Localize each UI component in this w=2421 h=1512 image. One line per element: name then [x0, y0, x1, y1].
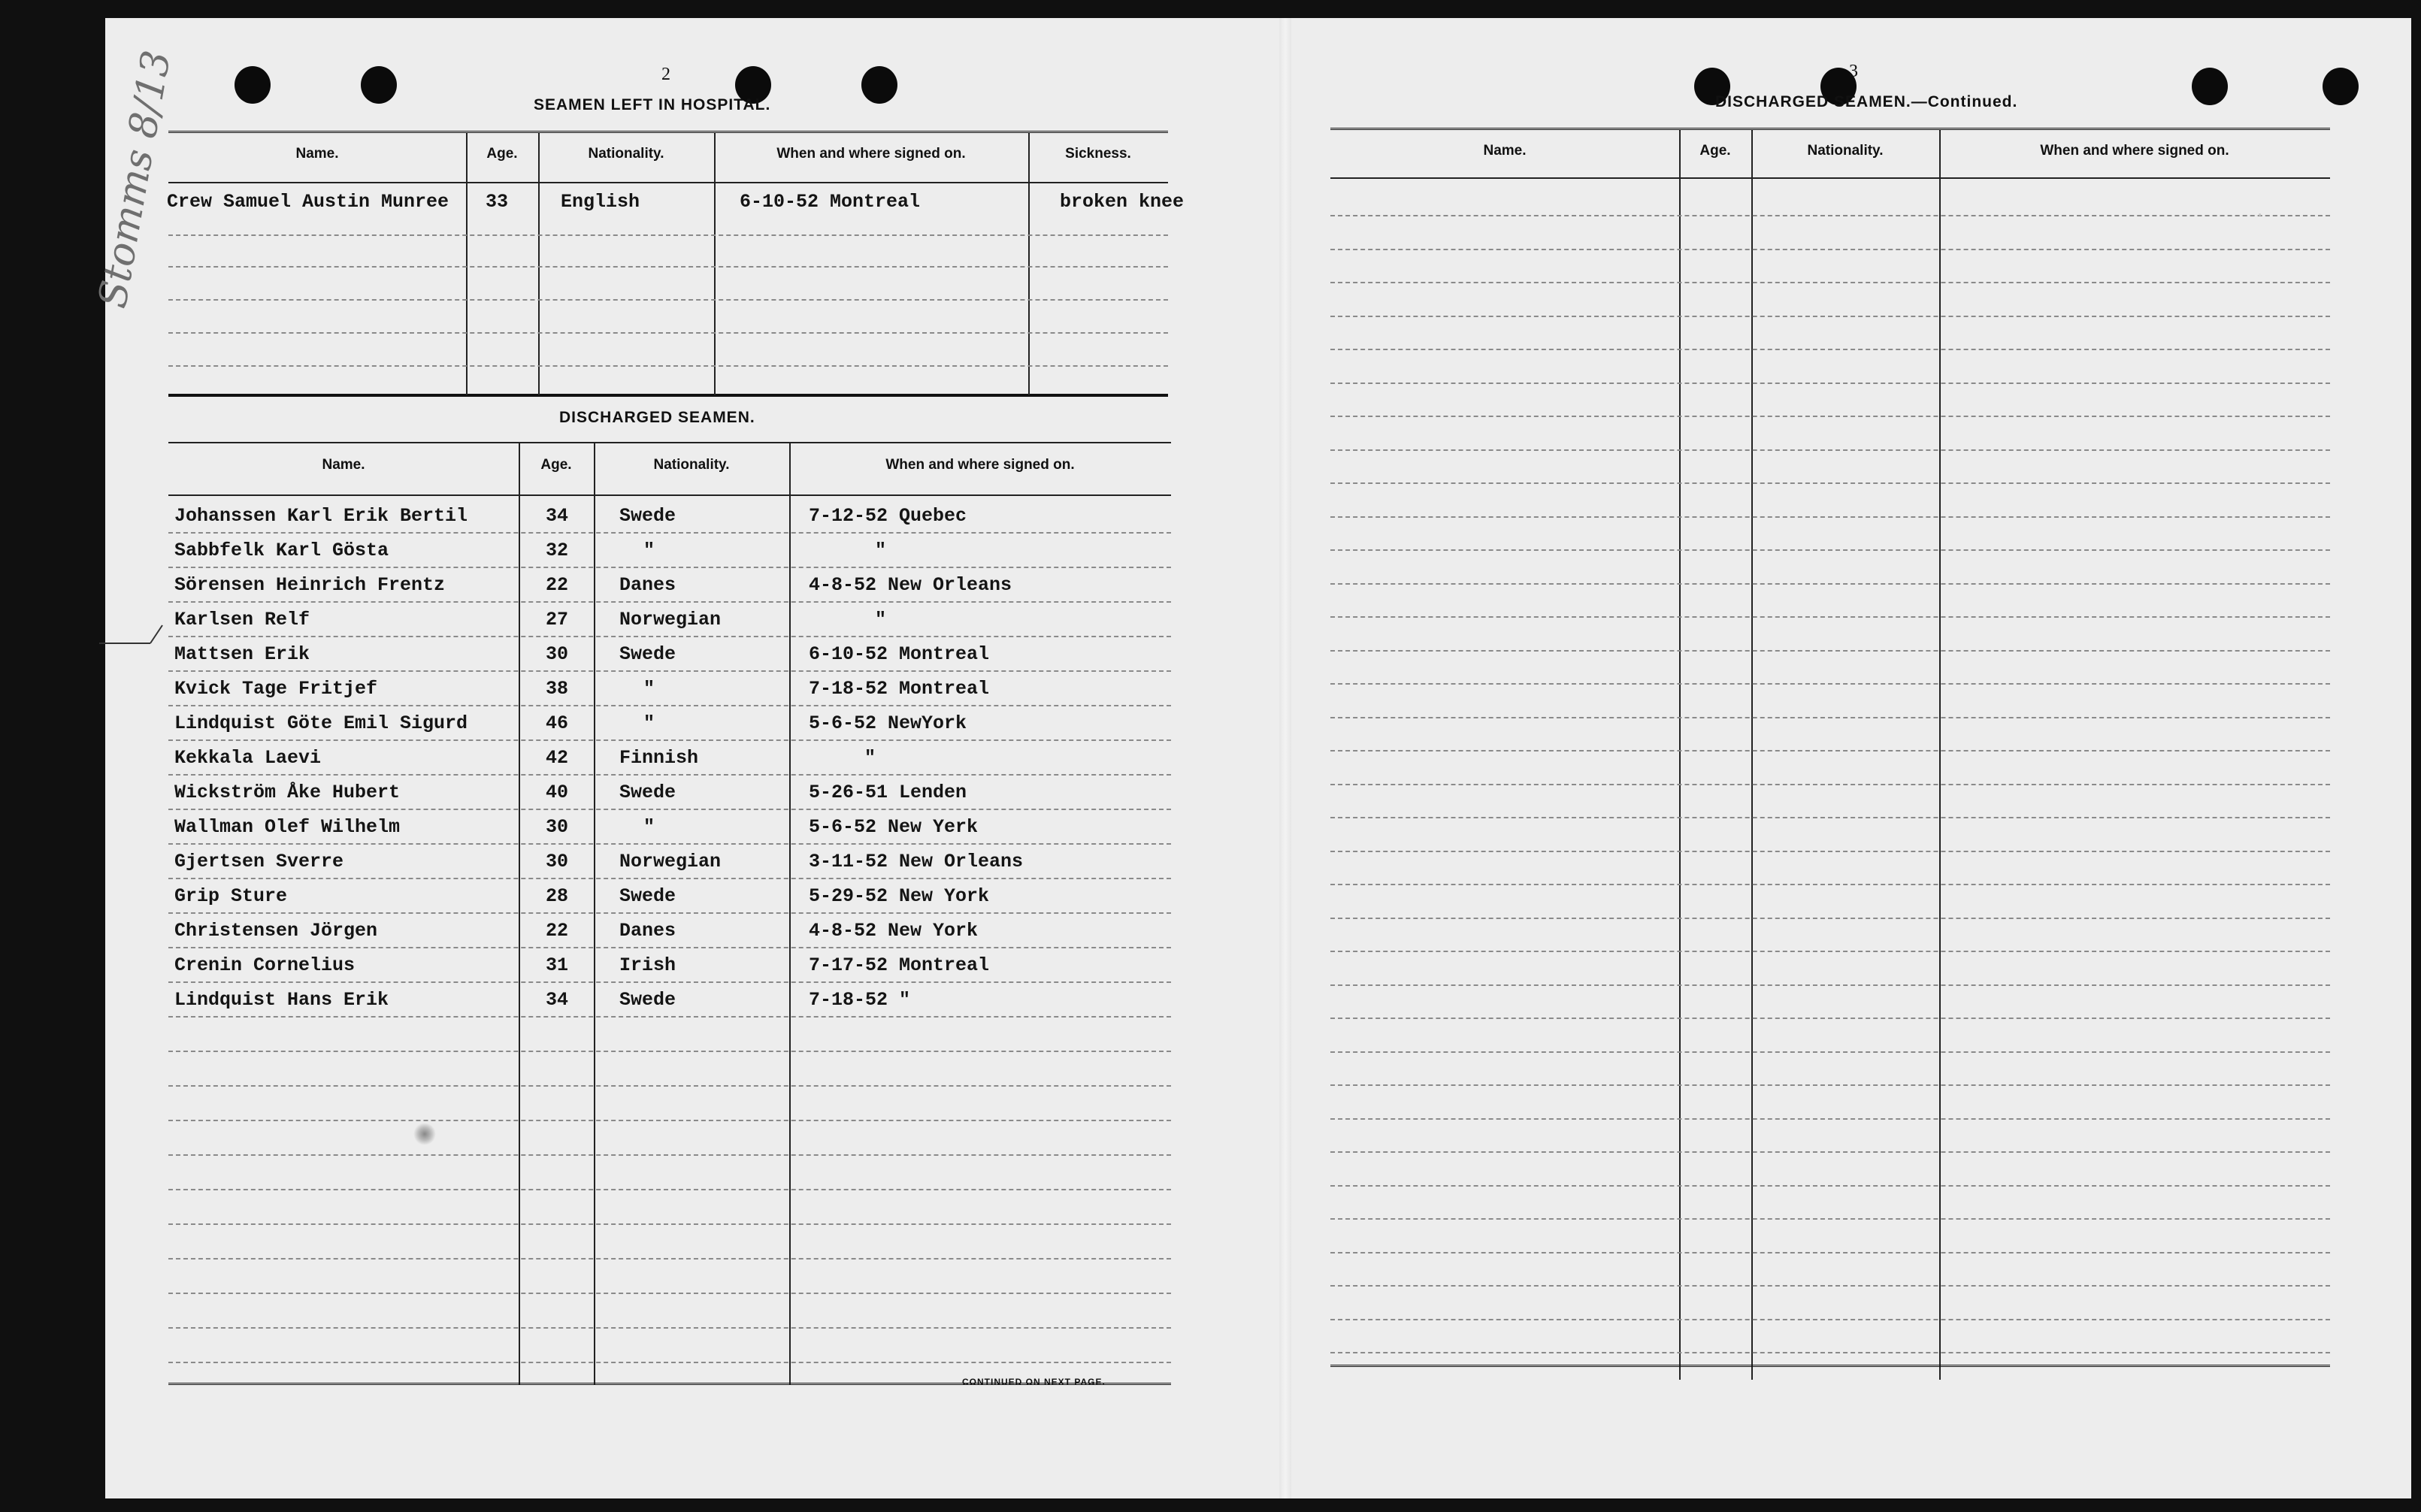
- row-rule: [168, 299, 1168, 301]
- header-age: Age.: [540, 457, 572, 473]
- row-rule: [1330, 1218, 2330, 1220]
- row-rule: [168, 739, 1171, 741]
- row-rule: [1330, 650, 2330, 652]
- row-rule: [168, 670, 1171, 672]
- row-rule: [168, 1258, 1171, 1259]
- row-rule: [1330, 817, 2330, 818]
- row-rule: [1330, 1018, 2330, 1019]
- column-divider: [538, 132, 540, 395]
- table-rule: [168, 494, 1171, 496]
- column-divider: [714, 132, 716, 395]
- bleed-through-text: ·: [2255, 206, 2265, 225]
- cell-sickness: broken knee: [1060, 191, 1185, 213]
- row-rule: [1330, 1185, 2330, 1187]
- cell-age: 42: [546, 747, 569, 769]
- cell-name: Sabbfelk Karl Gösta: [174, 540, 389, 561]
- row-rule: [1330, 1051, 2330, 1053]
- cell-signed-on: 7-17-52 Montreal: [809, 954, 990, 976]
- row-rule: [168, 1293, 1171, 1294]
- cell-signed-on: 5-26-51 Lenden: [809, 782, 967, 803]
- row-rule: [1330, 1285, 2330, 1287]
- cell-age: 28: [546, 885, 569, 907]
- row-rule: [168, 809, 1171, 810]
- header-name: Name.: [1483, 143, 1527, 159]
- ink-smudge: [413, 1123, 436, 1145]
- page-gutter: [1279, 18, 1291, 1498]
- row-rule: [168, 1051, 1171, 1052]
- row-rule: [1330, 750, 2330, 751]
- cell-name: Wallman Olef Wilhelm: [174, 816, 401, 838]
- table-rule: [168, 131, 1168, 135]
- row-rule: [1330, 616, 2330, 618]
- column-divider: [1679, 129, 1681, 1380]
- cell-nationality: Irish: [619, 954, 676, 976]
- row-rule: [1330, 249, 2330, 250]
- cell-age: 32: [546, 540, 569, 561]
- row-rule: [168, 234, 1168, 236]
- header-signed-on: When and where signed on.: [2040, 143, 2229, 159]
- header-signed-on: When and where signed on.: [776, 146, 966, 162]
- page-number: 2: [661, 65, 670, 84]
- column-divider: [594, 443, 595, 1384]
- handwritten-margin-note: Stomms 8/13: [90, 47, 180, 312]
- row-rule: [1330, 449, 2330, 451]
- cell-signed-on: 5-29-52 New York: [809, 885, 990, 907]
- row-rule: [168, 532, 1171, 534]
- header-name: Name.: [295, 146, 339, 162]
- cell-age: 30: [546, 643, 569, 665]
- cell-signed-on: 6-10-52 Montreal: [809, 643, 990, 665]
- cell-signed-on: ": [875, 609, 887, 631]
- cell-name: Christensen Jörgen: [174, 920, 378, 942]
- cell-nationality: Swede: [619, 989, 676, 1011]
- cell-nationality: Swede: [619, 885, 676, 907]
- discharged-section-title: DISCHARGED SEAMEN.: [559, 409, 755, 426]
- cell-nationality: English: [561, 191, 640, 213]
- cell-age: 22: [546, 920, 569, 942]
- cell-name: Grip Sture: [174, 885, 288, 907]
- cell-nationality: Danes: [619, 920, 676, 942]
- cell-nationality: Swede: [619, 505, 676, 527]
- cell-nationality: Norwegian: [619, 609, 722, 631]
- table-rule: [1330, 128, 2330, 132]
- row-rule: [1330, 683, 2330, 685]
- check-mark-icon: [98, 624, 165, 646]
- column-divider: [789, 443, 791, 1384]
- cell-signed-on: 3-11-52 New Orleans: [809, 851, 1024, 872]
- column-divider: [519, 443, 520, 1384]
- row-rule: [1330, 1084, 2330, 1086]
- cell-signed-on: 5-6-52 NewYork: [809, 712, 967, 734]
- cell-name: Crew Samuel Austin Munree: [167, 191, 449, 213]
- punch-hole: [861, 66, 897, 104]
- cell-signed-on: 4-8-52 New Orleans: [809, 574, 1012, 596]
- row-rule: [1330, 482, 2330, 484]
- cell-name: Johanssen Karl Erik Bertil: [174, 505, 468, 527]
- cell-name: Lindquist Göte Emil Sigurd: [174, 712, 468, 734]
- row-rule: [168, 266, 1168, 268]
- table-rule: [1330, 177, 2330, 179]
- cell-signed-on: 7-18-52 Montreal: [809, 678, 990, 700]
- cell-nationality: Finnish: [619, 747, 699, 769]
- row-rule: [168, 843, 1171, 845]
- cell-signed-on: ": [864, 747, 876, 769]
- row-rule: [168, 705, 1171, 706]
- row-rule: [168, 912, 1171, 914]
- cell-name: Lindquist Hans Erik: [174, 989, 389, 1011]
- row-rule: [1330, 1151, 2330, 1153]
- row-rule: [1330, 383, 2330, 384]
- punch-hole: [2323, 68, 2359, 105]
- cell-nationality: ": [643, 540, 655, 561]
- cell-signed-on: 7-18-52 ": [809, 989, 911, 1011]
- row-rule: [168, 567, 1171, 568]
- row-rule: [168, 981, 1171, 983]
- cell-age: 34: [546, 989, 569, 1011]
- row-rule: [1330, 316, 2330, 317]
- cell-signed-on: 4-8-52 New York: [809, 920, 979, 942]
- cell-signed-on: 7-12-52 Quebec: [809, 505, 967, 527]
- row-rule: [1330, 349, 2330, 350]
- cell-nationality: ": [643, 816, 655, 838]
- row-rule: [168, 1223, 1171, 1225]
- cell-signed-on: 5-6-52 New Yerk: [809, 816, 979, 838]
- row-rule: [1330, 784, 2330, 785]
- row-rule: [1330, 282, 2330, 283]
- row-rule: [1330, 951, 2330, 952]
- table-rule: [1330, 1365, 2330, 1369]
- cell-name: Mattsen Erik: [174, 643, 310, 665]
- cell-age: 38: [546, 678, 569, 700]
- continued-note: CONTINUED ON NEXT PAGE.: [962, 1377, 1106, 1387]
- row-rule: [1330, 549, 2330, 551]
- header-age: Age.: [486, 146, 518, 162]
- row-rule: [168, 774, 1171, 776]
- header-sickness: Sickness.: [1065, 146, 1131, 162]
- cell-name: Crenin Cornelius: [174, 954, 356, 976]
- hospital-section-title: SEAMEN LEFT IN HOSPITAL.: [534, 96, 771, 113]
- column-divider: [1939, 129, 1941, 1380]
- cell-nationality: ": [643, 712, 655, 734]
- cell-age: 30: [546, 816, 569, 838]
- header-age: Age.: [1699, 143, 1731, 159]
- cell-age: 46: [546, 712, 569, 734]
- page-title: DISCHARGED SEAMEN.—Continued.: [1715, 93, 2018, 110]
- row-rule: [168, 332, 1168, 334]
- row-rule: [168, 947, 1171, 948]
- row-rule: [168, 1085, 1171, 1087]
- row-rule: [168, 601, 1171, 603]
- punch-hole: [2192, 68, 2228, 105]
- row-rule: [1330, 918, 2330, 919]
- column-divider: [1751, 129, 1753, 1380]
- row-rule: [1330, 215, 2330, 216]
- row-rule: [1330, 1118, 2330, 1120]
- row-rule: [168, 1120, 1171, 1121]
- row-rule: [168, 365, 1168, 367]
- column-divider: [1028, 132, 1030, 395]
- cell-name: Gjertsen Sverre: [174, 851, 344, 872]
- row-rule: [1330, 884, 2330, 885]
- column-divider: [466, 132, 468, 395]
- left-page: [90, 18, 1278, 1498]
- cell-age: 30: [546, 851, 569, 872]
- scanned-document: [90, 18, 2411, 1498]
- row-rule: [1330, 717, 2330, 718]
- table-rule: [168, 182, 1168, 183]
- row-rule: [168, 1154, 1171, 1156]
- row-rule: [1330, 1352, 2330, 1353]
- cell-name: Sörensen Heinrich Frentz: [174, 574, 446, 596]
- cell-age: 33: [486, 191, 509, 213]
- cell-nationality: Norwegian: [619, 851, 722, 872]
- cell-nationality: Swede: [619, 782, 676, 803]
- cell-signed-on: 6-10-52 Montreal: [740, 191, 921, 213]
- row-rule: [1330, 583, 2330, 585]
- row-rule: [1330, 984, 2330, 986]
- punch-hole: [361, 66, 397, 104]
- row-rule: [168, 1327, 1171, 1329]
- header-nationality: Nationality.: [653, 457, 730, 473]
- row-rule: [1330, 851, 2330, 852]
- cell-name: Wickström Åke Hubert: [174, 782, 401, 803]
- cell-age: 40: [546, 782, 569, 803]
- right-page: [1293, 18, 2411, 1498]
- cell-nationality: Danes: [619, 574, 676, 596]
- cell-age: 22: [546, 574, 569, 596]
- header-nationality: Nationality.: [588, 146, 664, 162]
- row-rule: [168, 1189, 1171, 1190]
- row-rule: [1330, 516, 2330, 518]
- cell-nationality: ": [643, 678, 655, 700]
- row-rule: [1330, 1319, 2330, 1320]
- cell-age: 34: [546, 505, 569, 527]
- cell-nationality: Swede: [619, 643, 676, 665]
- cell-name: Karlsen Relf: [174, 609, 310, 631]
- page-number: 3: [1849, 62, 1858, 81]
- cell-name: Kvick Tage Fritjef: [174, 678, 378, 700]
- cell-signed-on: ": [875, 540, 887, 561]
- cell-age: 31: [546, 954, 569, 976]
- header-name: Name.: [322, 457, 365, 473]
- row-rule: [168, 1362, 1171, 1363]
- cell-age: 27: [546, 609, 569, 631]
- row-rule: [168, 878, 1171, 879]
- header-signed-on: When and where signed on.: [885, 457, 1075, 473]
- cell-name: Kekkala Laevi: [174, 747, 322, 769]
- table-rule: [168, 442, 1171, 443]
- row-rule: [1330, 416, 2330, 417]
- row-rule: [168, 1016, 1171, 1018]
- header-nationality: Nationality.: [1807, 143, 1884, 159]
- row-rule: [1330, 1252, 2330, 1253]
- table-rule: [168, 394, 1168, 397]
- punch-hole: [235, 66, 271, 104]
- row-rule: [168, 636, 1171, 637]
